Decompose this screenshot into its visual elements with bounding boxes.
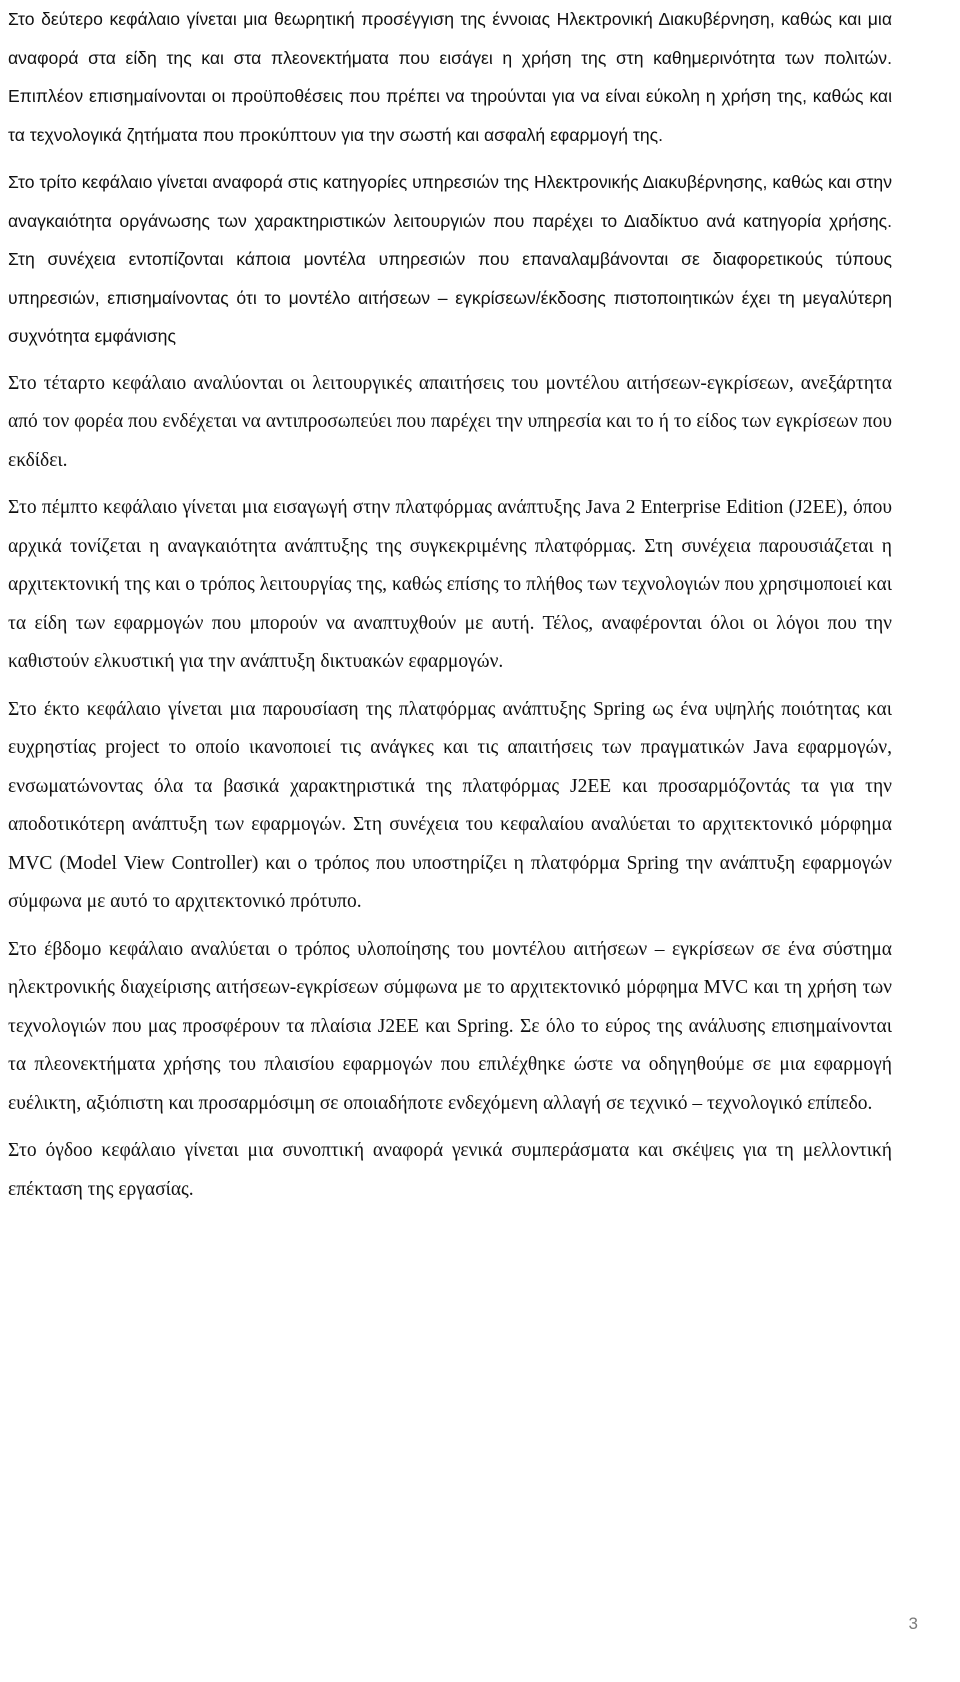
paragraph-chapter-8: Στο όγδοο κεφάλαιο γίνεται μια συνοπτική αναφορά γενικά συμπεράσματα και σκέψεις για τη μελλοντική επέκταση της εργασίας. [8, 1140, 892, 1200]
page-number: 3 [908, 1614, 918, 1633]
paragraph-chapter-2: Στο δεύτερο κεφάλαιο γίνεται μια θεωρητική προσέγγιση της έννοιας Ηλεκτρονική Διακυβέρνηση, καθώς και μια αναφορά στα είδη της και στα πλεονεκτήματα που εισάγει η χρήση της στη καθημερινότητα των πολιτών. Επιπλέον επισημαίνονται οι προϋποθέσεις που πρέπει να τηρούνται για να είναι εύκολη η χρήση της, καθώς και τα τεχνολογικά ζητήματα που προκύπτουν για την σωστή και ασφαλή εφαρμογή της. [8, 9, 892, 145]
paragraph-chapter-4: Στο τέταρτο κεφάλαιο αναλύονται οι λειτουργικές απαιτήσεις του μοντέλου αιτήσεων-εγκρίσεων, ανεξάρτητα από τον φορέα που ενδέχεται να αντιπροσωπεύει που παρέχει την υπηρεσία και το ή το είδος των εγκρίσεων που εκδίδει. [8, 372, 892, 471]
paragraph-chapter-6: Στο έκτο κεφάλαιο γίνεται μια παρουσίαση της πλατφόρμας ανάπτυξης Spring ως ένα υψηλής ποιότητας και ευχρηστίας project το οποίο ικανοποιεί τις ανάγκες και τις απαιτήσεις των πραγματικών Java εφαρμογών, ενσωματώνοντας όλα τα βασικά χαρακτηριστικά της πλατφόρμας J2EE και προσαρμόζοντάς τα για την αποδοτικότερη ανάπτυξη των εφαρμογών. Στη συνέχεια του κεφαλαίου αναλύεται το αρχιτεκτονικό μόρφημα MVC (Model View Controller) και ο τρόπος που υποστηρίζει η πλατφόρμα Spring την ανάπτυξη εφαρμογών σύμφωνα με αυτό το αρχιτεκτονικό πρότυπο. [8, 698, 892, 912]
paragraph-chapter-5: Στο πέμπτο κεφάλαιο γίνεται μια εισαγωγή στην πλατφόρμας ανάπτυξης Java 2 Enterprise Edition (J2EE), όπου αρχικά τονίζεται η αναγκαιότητα ανάπτυξης της συγκεκριμένης πλατφόρμας. Στη συνέχεια παρουσιάζεται η αρχιτεκτονική της και ο τρόπος λειτουργίας της, καθώς επίσης το πλήθος των τεχνολογιών που χρησιμοποιεί και τα είδη των εφαρμογών που μπορούν να αναπτυχθούν με αυτή. Τέλος, αναφέρονται όλοι οι λόγοι που την καθιστούν ελκυστική για την ανάπτυξη δικτυακών εφαρμογών. [8, 497, 892, 672]
paragraph-chapter-7: Στο έβδομο κεφάλαιο αναλύεται ο τρόπος υλοποίησης του μοντέλου αιτήσεων – εγκρίσεων σε ένα σύστημα ηλεκτρονικής διαχείρισης αιτήσεων-εγκρίσεων σύμφωνα με το αρχιτεκτονικό μόρφημα MVC και τη χρήση των τεχνολογιών που μας προσφέρουν τα πλαίσια J2EE και Spring. Σε όλο το εύρος της ανάλυσης επισημαίνονται τα πλεονεκτήματα χρήσης του πλαισίου εφαρμογών που επιλέχθηκε ώστε να οδηγηθούμε σε μια εφαρμογή ευέλικτη, αξιόπιστη και προσαρμόσιμη σε οποιαδήποτε ενδεχόμενη αλλαγή σε τεχνικό – τεχνολογικό επίπεδο. [8, 938, 892, 1114]
paragraph-chapter-3: Στο τρίτο κεφάλαιο γίνεται αναφορά στις κατηγορίες υπηρεσιών της Ηλεκτρονικής Διακυβέρνησης, καθώς και στην αναγκαιότητα οργάνωσης των χαρακτηριστικών λειτουργιών που παρέχει το Διαδίκτυο ανά κατηγορία χρήσης. Στη συνέχεια εντοπίζονται κάποια μοντέλα υπηρεσιών που επαναλαμβάνονται σε διαφορετικούς τύπους υπηρεσιών, επισημαίνοντας ότι το μοντέλο αιτήσεων – εγκρίσεων/έκδοσης πιστοποιητικών έχει τη μεγαλύτερη συχνότητα εμφάνισης [8, 172, 892, 346]
document-page [8, 0, 892, 1209]
